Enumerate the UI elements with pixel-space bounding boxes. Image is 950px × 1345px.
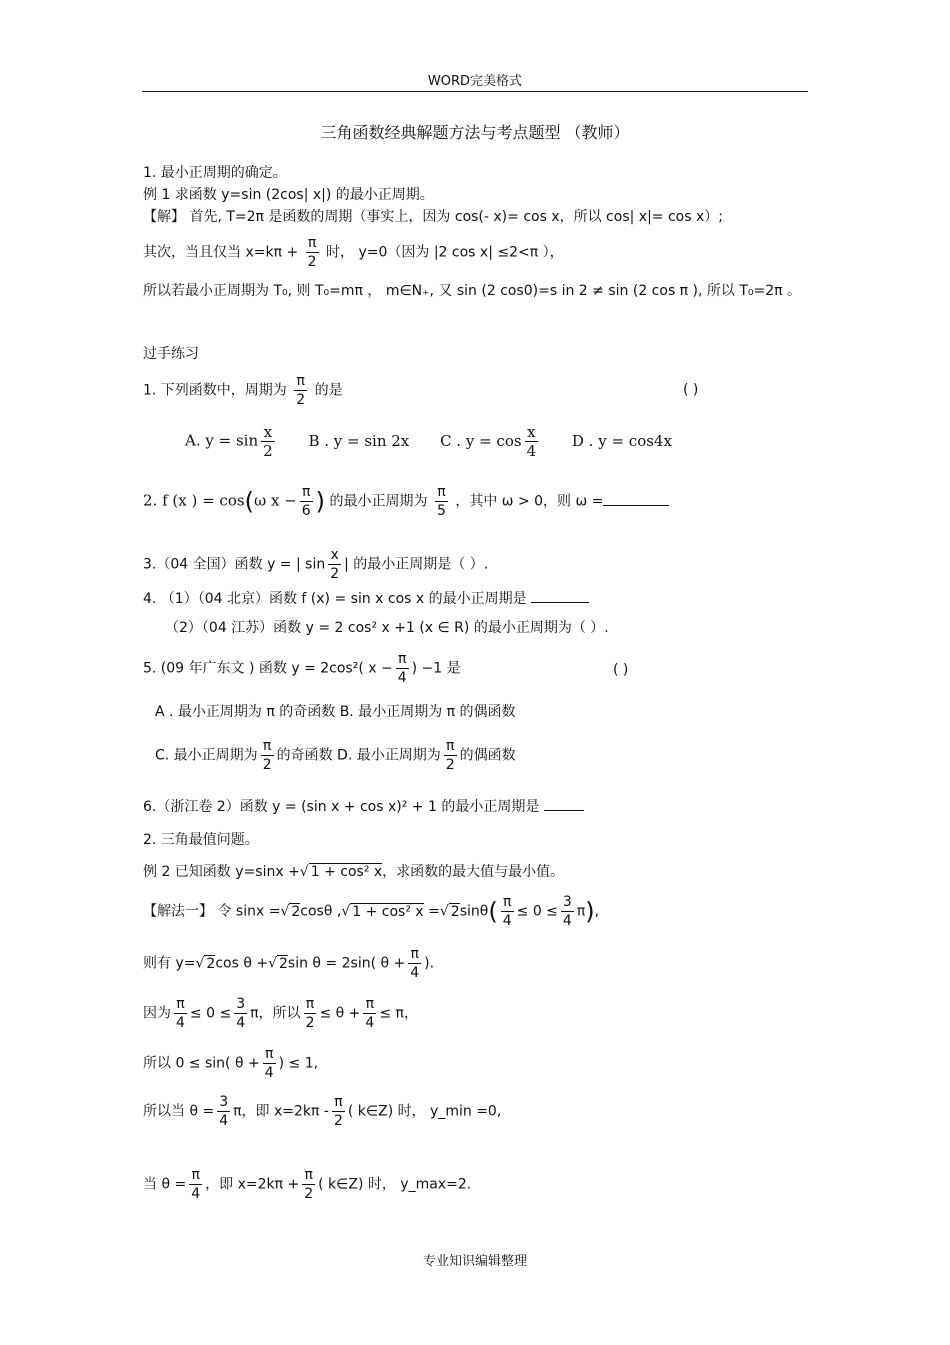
question-3: 3.（04 全国）函数 y = | sin $\frac{x}{2}$ | 的最小正周期是（ ）. (143, 547, 489, 582)
fraction: $\frac{\pi}{2}$ (307, 235, 317, 270)
derivation-line-3: 所以 0 ≤ sin( θ + $\frac{\pi}{4}$ ) ≤ 1, (143, 1046, 319, 1081)
answer-blank (544, 796, 584, 811)
question-4-part-2: （2）（04 江苏）函数 y = 2 cos² x +1 (x ∈ R) 的最小正周期为（ ）. (165, 620, 609, 636)
solution-line-1: 【解】 首先, T=2π 是函数的周期（事实上，因为 cos(- x)= cos x，所以 cos| x|= cos x）; (143, 209, 723, 225)
section-1-heading: 1. 最小正周期的确定。 (143, 165, 287, 181)
example-1: 例 1 求函数 y=sin (2cos| x|) 的最小正周期。 (143, 187, 434, 203)
question-1: 1. 下列函数中，周期为 $\frac{\pi}{2}$ 的是 ( ) (143, 373, 699, 408)
question-4-part-1: 4. （1）（04 北京）函数 f (x) = sin x cos x 的最小正周期是 (143, 588, 589, 609)
method-1-line: 【解法一】 令 sinx =√ 2cosθ ,√ 1 + cos² x =√ 2sinθ( $\frac{\pi}{4}$ ≤ 0 ≤ $\frac{3}{4}$ π), (143, 894, 600, 929)
question-5-options-ab: A . 最小正周期为 π 的奇函数 B. 最小正周期为 π 的偶函数 (155, 704, 516, 720)
derivation-line-1: 则有 y=√ 2cos θ +√ 2sin θ = 2sin( θ + $\frac{\pi}{4}$ ). (143, 946, 435, 981)
option-c: C . y = cos (440, 431, 522, 450)
solution-line-2: 其次，当且仅当 x=kπ + $\frac{\pi}{2}$ 时， y=0（因为 |2 cos x| ≤2<π ）， (143, 235, 564, 270)
derivation-line-5: 当 θ = $\frac{\pi}{4}$ ，即 x=2kπ + $\frac{\pi}{2}$ ( k∈Z) 时， y_max=2. (143, 1167, 472, 1202)
header-rule (142, 91, 808, 92)
derivation-line-2: 因为 $\frac{\pi}{4}$ ≤ 0 ≤ $\frac{3}{4}$ π，所以 $\frac{\pi}{2}$ ≤ θ + $\frac{\pi}{4}$ ≤ π， (143, 996, 418, 1031)
practice-heading: 过手练习 (143, 346, 199, 362)
answer-blank (603, 491, 669, 506)
option-a: A. y = sin (185, 431, 259, 450)
example-2: 例 2 已知函数 y=sinx +√ 1 + cos² x，求函数的最大值与最小值。 (143, 864, 565, 880)
answer-blank (531, 588, 589, 603)
option-b: B . y = sin 2x (308, 431, 410, 450)
question-1-options: A. y = sin $\frac{x}{2}$ B . y = sin 2x C . y = cos $\frac{x}{4}$ D . y = cos4x (185, 423, 672, 460)
solution-line-3: 所以若最小正周期为 T₀, 则 T₀=mπ ， m∈N₊, 又 sin (2 cos0)=s in 2 ≠ sin (2 cos π ), 所以 T₀=2π 。 (143, 283, 802, 299)
option-d: D . y = cos4x (571, 431, 672, 450)
question-6: 6.（浙江卷 2）函数 y = (sin x + cos x)² + 1 的最小正周期是 (143, 796, 584, 817)
page-title: 三角函数经典解题方法与考点题型 （教师） (320, 123, 630, 142)
question-5: 5. (09 年广东文 ) 函数 y = 2cos²( x − $\frac{\pi}{4}$ ) −1 是 ( ) (143, 651, 629, 686)
question-5-options-cd: C. 最小正周期为 $\frac{\pi}{2}$ 的奇函数 D. 最小正周期为 $\frac{\pi}{2}$ 的偶函数 (155, 738, 516, 773)
page-footer: 专业知识编辑整理 (422, 1254, 527, 1269)
derivation-line-4: 所以当 θ = $\frac{3}{4}$ π，即 x=2kπ - $\frac{\pi}{2}$ ( k∈Z) 时， y_min =0, (143, 1094, 502, 1129)
section-2-heading: 2. 三角最值问题。 (143, 832, 259, 848)
page-header: WORD完美格式 (427, 74, 523, 89)
question-2: 2. f (x ) = cos(ω x − $\frac{\pi}{6}$ ) 的最小正周期为 $\frac{\pi}{5}$ ，其中 ω > 0，则 ω = (143, 483, 669, 520)
